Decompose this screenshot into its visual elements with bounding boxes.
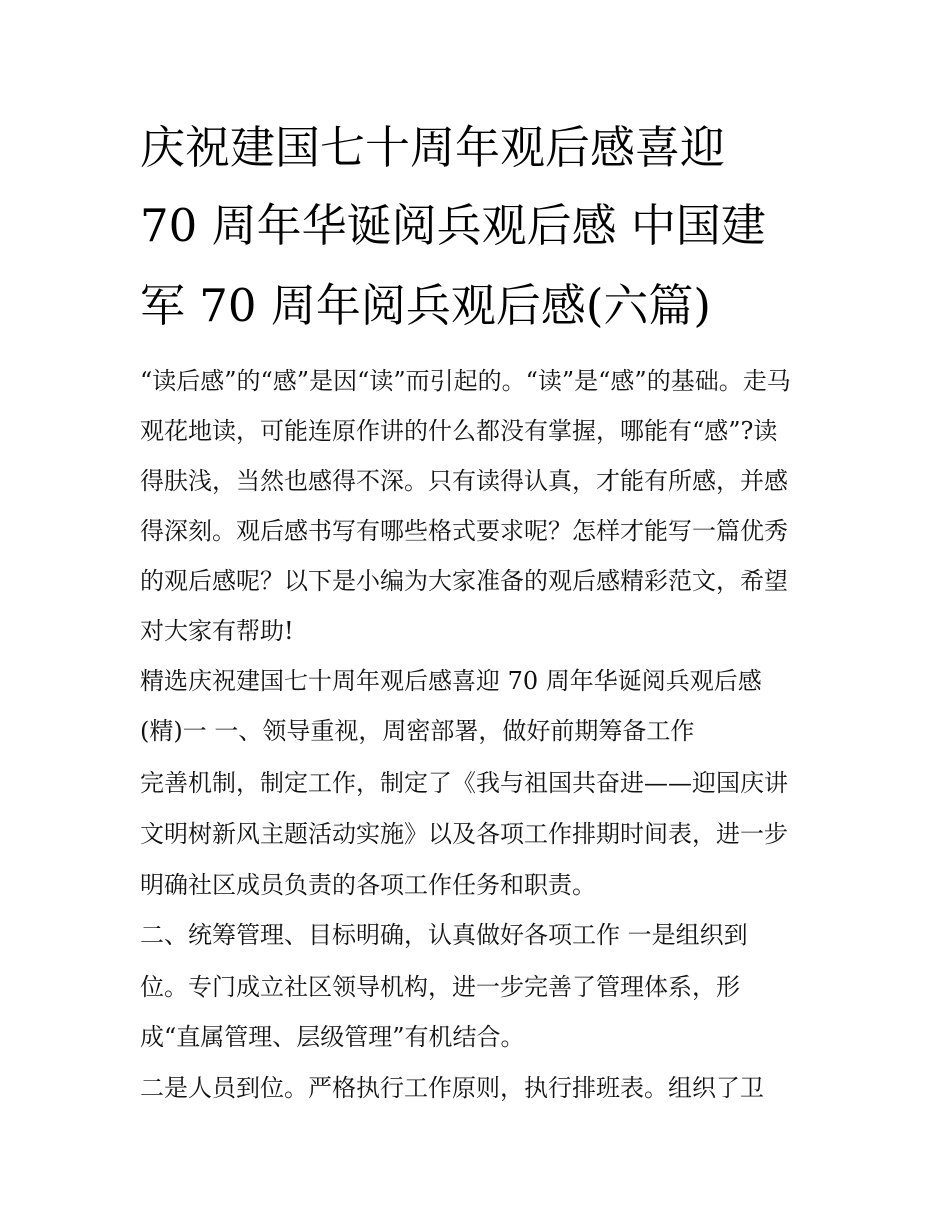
body-line-9: 完善机制，制定工作，制定了《我与祖国共奋进——迎国庆讲: [140, 769, 788, 797]
body-line-1: “读后感”的“感”是因“读”而引起的。“读”是“感”的基础。走马: [140, 367, 791, 395]
body-line-14: 成“直属管理、层级管理”有机结合。: [140, 1023, 525, 1051]
body-line-10: 文明树新风主题活动实施》以及各项工作排期时间表，进一步: [140, 820, 788, 848]
title-line-2: 70 周年华诞阅兵观后感 中国建: [140, 199, 766, 252]
body-line-3: 得肤浅，当然也感得不深。只有读得认真，才能有所感，并感: [140, 467, 788, 495]
body-line-2: 观花地读，可能连原作讲的什么都没有掌握，哪能有“感”?读: [140, 417, 778, 445]
body-line-13: 位。专门成立社区领导机构，进一步完善了管理体系，形: [140, 973, 740, 1001]
body-line-4: 得深刻。观后感书写有哪些格式要求呢？怎样才能写一篇优秀: [140, 517, 788, 545]
body-line-7: 精选庆祝建国七十周年观后感喜迎 70 周年华诞阅兵观后感: [140, 667, 762, 695]
body-line-8: (精)一 一、领导重视，周密部署，做好前期筹备工作: [140, 717, 695, 745]
title-line-1: 庆祝建国七十周年观后感喜迎: [140, 121, 726, 174]
body-line-15: 二是人员到位。严格执行工作原则，执行排班表。组织了卫: [140, 1074, 764, 1102]
title-line-3: 军 70 周年阅兵观后感(六篇): [140, 279, 711, 332]
body-line-6: 对大家有帮助!: [140, 617, 294, 645]
body-line-5: 的观后感呢？以下是小编为大家准备的观后感精彩范文，希望: [140, 567, 788, 595]
body-line-11: 明确社区成员负责的各项工作任务和职责。: [140, 871, 596, 899]
body-line-12: 二、统筹管理、目标明确，认真做好各项工作 一是组织到: [140, 921, 748, 949]
